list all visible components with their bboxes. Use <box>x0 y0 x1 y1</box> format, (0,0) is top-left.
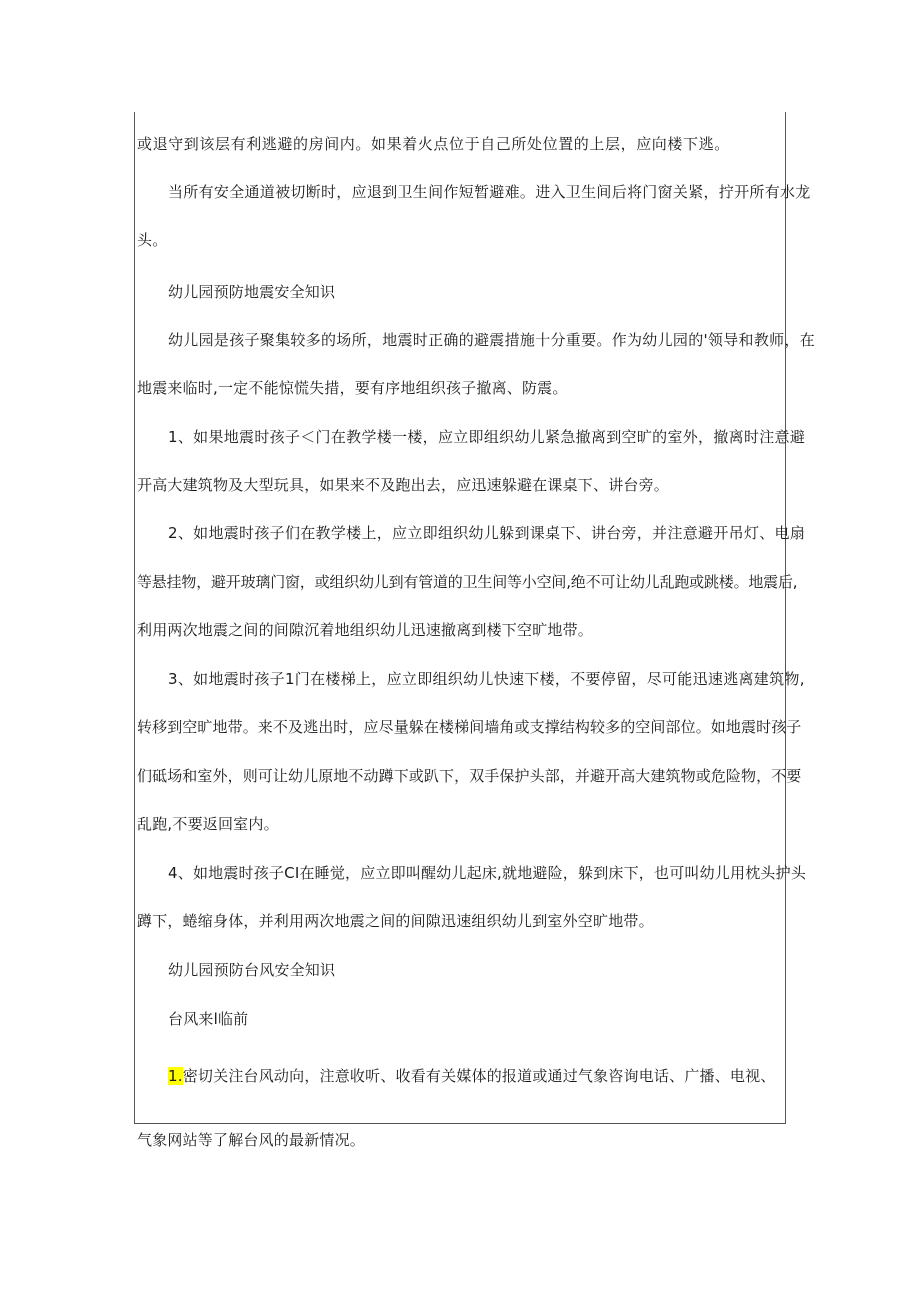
paragraph-line: 们砥场和室外，则可让幼儿原地不动蹲下或趴下，双手保护头部，并避开高大建筑物或危险物，不要 <box>137 767 802 785</box>
paragraph-line: 利用两次地震之间的间隙沉着地组织幼儿迅速撤离到楼下空旷地带。 <box>137 621 594 639</box>
paragraph-line: 头。 <box>137 231 168 249</box>
highlighted-number: 1. <box>168 1067 183 1085</box>
list-item-text: 密切关注台风动向，注意收听、收看有关媒体的报道或通过气象咨询电话、广播、电视、 <box>182 1067 776 1085</box>
paragraph-line: 乱跑,不要返回室内。 <box>137 815 279 833</box>
paragraph-line: 转移到空旷地带。来不及逃出时，应尽量躲在楼梯间墙角或支撑结构较多的空间部位。如地震时孩子 <box>137 718 802 736</box>
paragraph-line: 3、如地震时孩子1门在楼梯上，应立即组织幼儿快速下楼，不要停留，尽可能迅速逃离建筑物, <box>168 670 805 688</box>
list-item <box>168 1066 776 1086</box>
section-heading: 幼儿园预防地震安全知识 <box>168 283 336 301</box>
paragraph-line: 地震来临时,一定不能惊慌失措，要有序地组织孩子撤离、防震。 <box>137 379 568 397</box>
paragraph-line: 或退守到该层有利逃避的房间内。如果着火点位于自己所处位置的上层，应向楼下逃。 <box>137 135 730 153</box>
paragraph-line: 2、如地震时孩子们在教学楼上，应立即组织幼儿躲到课桌下、讲台旁，并注意避开吊灯、电扇 <box>168 524 806 542</box>
paragraph-line: 开高大建筑物及大型玩具，如果来不及跑出去，应迅速躲避在课桌下、讲台旁。 <box>137 476 670 494</box>
subheading: 台风来l临前 <box>168 1010 249 1028</box>
paragraph-line: 当所有安全通道被切断时，应退到卫生间作短暂避难。进入卫生间后将门窗关紧，拧开所有水龙 <box>168 183 811 201</box>
section-heading: 幼儿园预防台风安全知识 <box>168 961 336 979</box>
paragraph-line: 幼儿园是孩子聚集较多的场所，地震时正确的避震措施十分重要。作为幼儿园的'领导和教师，在 <box>168 331 816 349</box>
paragraph-line: 气象网站等了解台风的最新情况。 <box>137 1131 366 1149</box>
paragraph-line: 等悬挂物，避开玻璃门窗，或组织幼儿到有管道的卫生间等小空间,绝不可让幼儿乱跑或跳楼。地震后, <box>137 573 798 591</box>
paragraph-line: 1、如果地震时孩子＜门在教学楼一楼，应立即组织幼儿紧急撤离到空旷的室外，撤离时注意避 <box>168 428 806 446</box>
paragraph-line: 蹲下，蜷缩身体，并利用两次地震之间的间隙迅速组织幼儿到室外空旷地带。 <box>137 912 654 930</box>
paragraph-line: 4、如地震时孩子CI在睡觉，应立即叫醒幼儿起床,就地避险，躲到床下，也可叫幼儿用枕头护头 <box>168 864 807 882</box>
